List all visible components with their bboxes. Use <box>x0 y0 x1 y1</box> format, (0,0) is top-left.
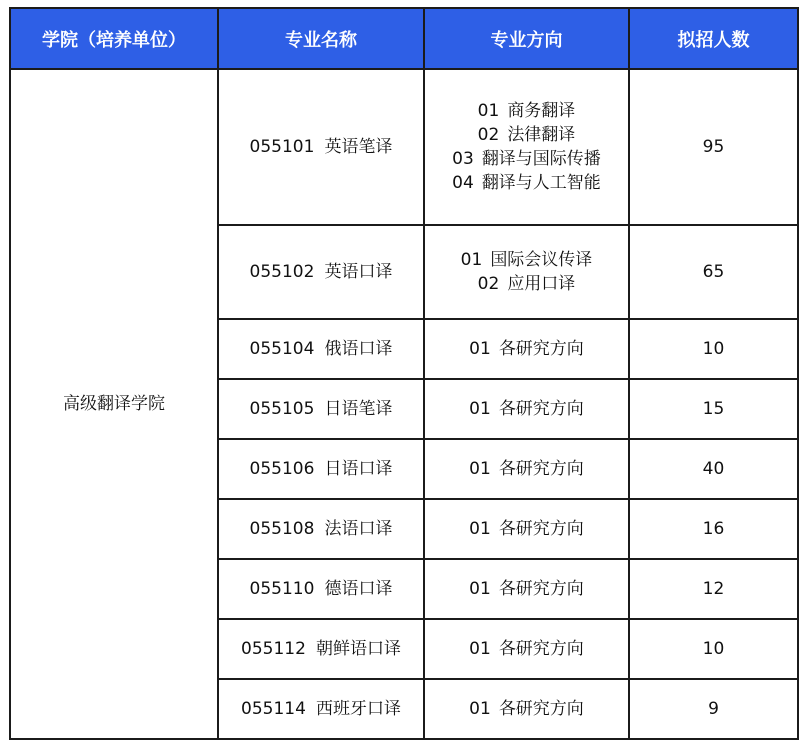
header-row <box>10 8 798 69</box>
direction-name: 翻译与国际传播 <box>481 149 601 169</box>
college-cell: 高级翻译学院 <box>10 69 218 739</box>
direction-code: 01 <box>469 579 491 599</box>
direction-name: 各研究方向 <box>498 399 584 419</box>
direction-cell <box>424 559 629 619</box>
direction-code: 01 <box>469 519 491 539</box>
major-code: 055102 <box>249 262 315 282</box>
major-code: 055105 <box>249 399 315 419</box>
major-cell <box>218 319 424 379</box>
quota-cell: 10 <box>629 319 798 379</box>
major-cell <box>218 69 424 225</box>
direction-name: 各研究方向 <box>498 459 584 479</box>
direction-item <box>425 457 628 481</box>
header-direction: 专业方向 <box>424 8 629 69</box>
major-cell <box>218 619 424 679</box>
quota-cell: 65 <box>629 225 798 319</box>
major-name: 英语口译 <box>324 262 393 282</box>
major-name: 日语口译 <box>324 459 393 479</box>
major-name: 俄语口译 <box>324 339 393 359</box>
quota-cell: 10 <box>629 619 798 679</box>
header-major: 专业名称 <box>218 8 424 69</box>
direction-cell <box>424 499 629 559</box>
direction-code: 02 <box>477 125 500 145</box>
major-name: 德语口译 <box>324 579 393 599</box>
major-cell <box>218 499 424 559</box>
direction-code: 01 <box>469 639 491 659</box>
admissions-table <box>9 7 799 740</box>
direction-code: 03 <box>452 149 474 169</box>
major-code: 055101 <box>249 137 315 157</box>
table-header <box>10 8 798 69</box>
major-cell <box>218 679 424 739</box>
direction-name: 翻译与人工智能 <box>481 173 601 193</box>
direction-item <box>425 337 628 361</box>
direction-cell <box>424 619 629 679</box>
direction-code: 01 <box>469 399 491 419</box>
major-cell <box>218 379 424 439</box>
direction-code: 01 <box>477 101 500 121</box>
major-code: 055108 <box>249 519 315 539</box>
major-name: 日语笔译 <box>324 399 393 419</box>
direction-name: 各研究方向 <box>498 519 584 539</box>
direction-item <box>425 147 628 171</box>
quota-cell: 15 <box>629 379 798 439</box>
direction-code: 01 <box>469 699 491 719</box>
direction-item <box>425 697 628 721</box>
direction-name: 各研究方向 <box>498 339 584 359</box>
table-body <box>10 69 798 739</box>
direction-item <box>425 99 628 123</box>
direction-name: 各研究方向 <box>498 699 584 719</box>
direction-item <box>425 171 628 195</box>
major-code: 055114 <box>241 699 306 719</box>
direction-name: 各研究方向 <box>498 639 584 659</box>
major-code: 055110 <box>249 579 315 599</box>
direction-item <box>425 272 628 296</box>
major-cell <box>218 439 424 499</box>
major-cell <box>218 559 424 619</box>
direction-cell <box>424 439 629 499</box>
direction-item <box>425 637 628 661</box>
direction-item <box>425 517 628 541</box>
quota-cell: 95 <box>629 69 798 225</box>
direction-code: 01 <box>469 459 491 479</box>
major-name: 朝鲜语口译 <box>315 639 401 659</box>
quota-cell: 12 <box>629 559 798 619</box>
direction-name: 国际会议传译 <box>490 250 593 270</box>
major-cell <box>218 225 424 319</box>
direction-code: 02 <box>477 274 500 294</box>
direction-item <box>425 123 628 147</box>
direction-name: 各研究方向 <box>498 579 584 599</box>
quota-cell: 9 <box>629 679 798 739</box>
major-code: 055104 <box>249 339 315 359</box>
major-name: 法语口译 <box>324 519 393 539</box>
table-row <box>10 69 798 225</box>
direction-cell <box>424 319 629 379</box>
direction-name: 应用口译 <box>507 274 576 294</box>
direction-cell <box>424 379 629 439</box>
direction-item <box>425 248 628 272</box>
major-name: 英语笔译 <box>324 137 393 157</box>
direction-cell <box>424 225 629 319</box>
direction-item <box>425 397 628 421</box>
direction-name: 商务翻译 <box>507 101 576 121</box>
quota-cell: 40 <box>629 439 798 499</box>
header-quota: 拟招人数 <box>629 8 798 69</box>
direction-code: 04 <box>452 173 474 193</box>
direction-cell <box>424 69 629 225</box>
direction-item <box>425 577 628 601</box>
major-code: 055112 <box>241 639 306 659</box>
quota-cell: 16 <box>629 499 798 559</box>
direction-name: 法律翻译 <box>507 125 576 145</box>
major-code: 055106 <box>249 459 315 479</box>
header-college: 学院（培养单位） <box>10 8 218 69</box>
direction-cell <box>424 679 629 739</box>
major-name: 西班牙口译 <box>315 699 401 719</box>
direction-code: 01 <box>469 339 491 359</box>
direction-code: 01 <box>460 250 483 270</box>
